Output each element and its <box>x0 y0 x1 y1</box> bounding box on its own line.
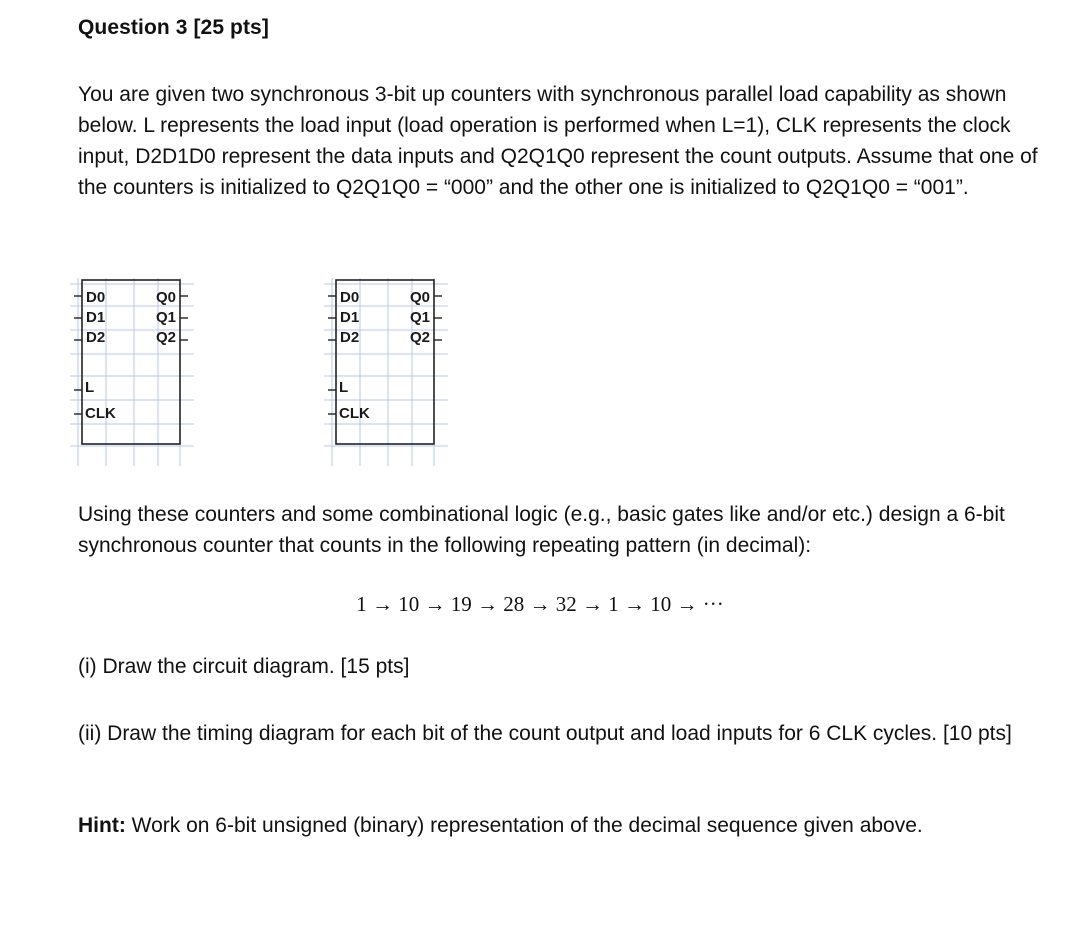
input-label-d0: D0 <box>86 289 106 306</box>
clock-label: CLK <box>85 405 116 422</box>
clock-label: CLK <box>339 405 370 422</box>
question-title: Question 3 [25 pts] <box>78 16 269 39</box>
hint-label: Hint: <box>78 814 126 837</box>
input-label-d1: D1 <box>340 309 360 326</box>
load-label: L <box>339 379 349 396</box>
input-label-d2: D2 <box>86 329 106 346</box>
hint-line <box>78 814 923 838</box>
input-label-d0: D0 <box>340 289 360 306</box>
count-sequence: 1 → 10 → 19 → 28 → 32 → 1 → 10 → ··· <box>356 592 724 616</box>
output-label-q1: Q1 <box>156 309 177 326</box>
input-label-d1: D1 <box>86 309 106 326</box>
output-label-q2: Q2 <box>156 329 177 346</box>
output-label-q0: Q0 <box>156 289 177 306</box>
part-i-text: (i) Draw the circuit diagram. [15 pts] <box>78 655 410 678</box>
counter-1 <box>70 272 200 472</box>
intro-paragraph: You are given two synchronous 3-bit up counters with synchronous parallel load capability as shown below. L represents the load input (load operation is performed when L=1), CLK represents the clock input, D2D1D0 represent the data inputs and Q2Q1Q0 represent the count outputs. Assume that one of the counters is initialized to Q2Q1Q0 = “000” and the other one is initialized to Q2Q1Q0 = “001”. <box>78 83 1038 199</box>
load-label: L <box>85 379 95 396</box>
output-label-q2: Q2 <box>410 329 431 346</box>
design-task-paragraph: Using these counters and some combinational logic (e.g., basic gates like and/or etc.) design a 6-bit synchronous counter that counts in the following repeating pattern (in decimal): <box>78 503 1005 557</box>
output-label-q0: Q0 <box>410 289 431 306</box>
hint-text: Work on 6-bit unsigned (binary) representation of the decimal sequence given above. <box>125 814 923 837</box>
part-ii-text: (ii) Draw the timing diagram for each bit of the count output and load inputs for 6 CLK cycles. [10 pts] <box>78 722 1012 745</box>
input-label-d2: D2 <box>340 329 360 346</box>
output-label-q1: Q1 <box>410 309 431 326</box>
counter-2 <box>324 272 454 472</box>
